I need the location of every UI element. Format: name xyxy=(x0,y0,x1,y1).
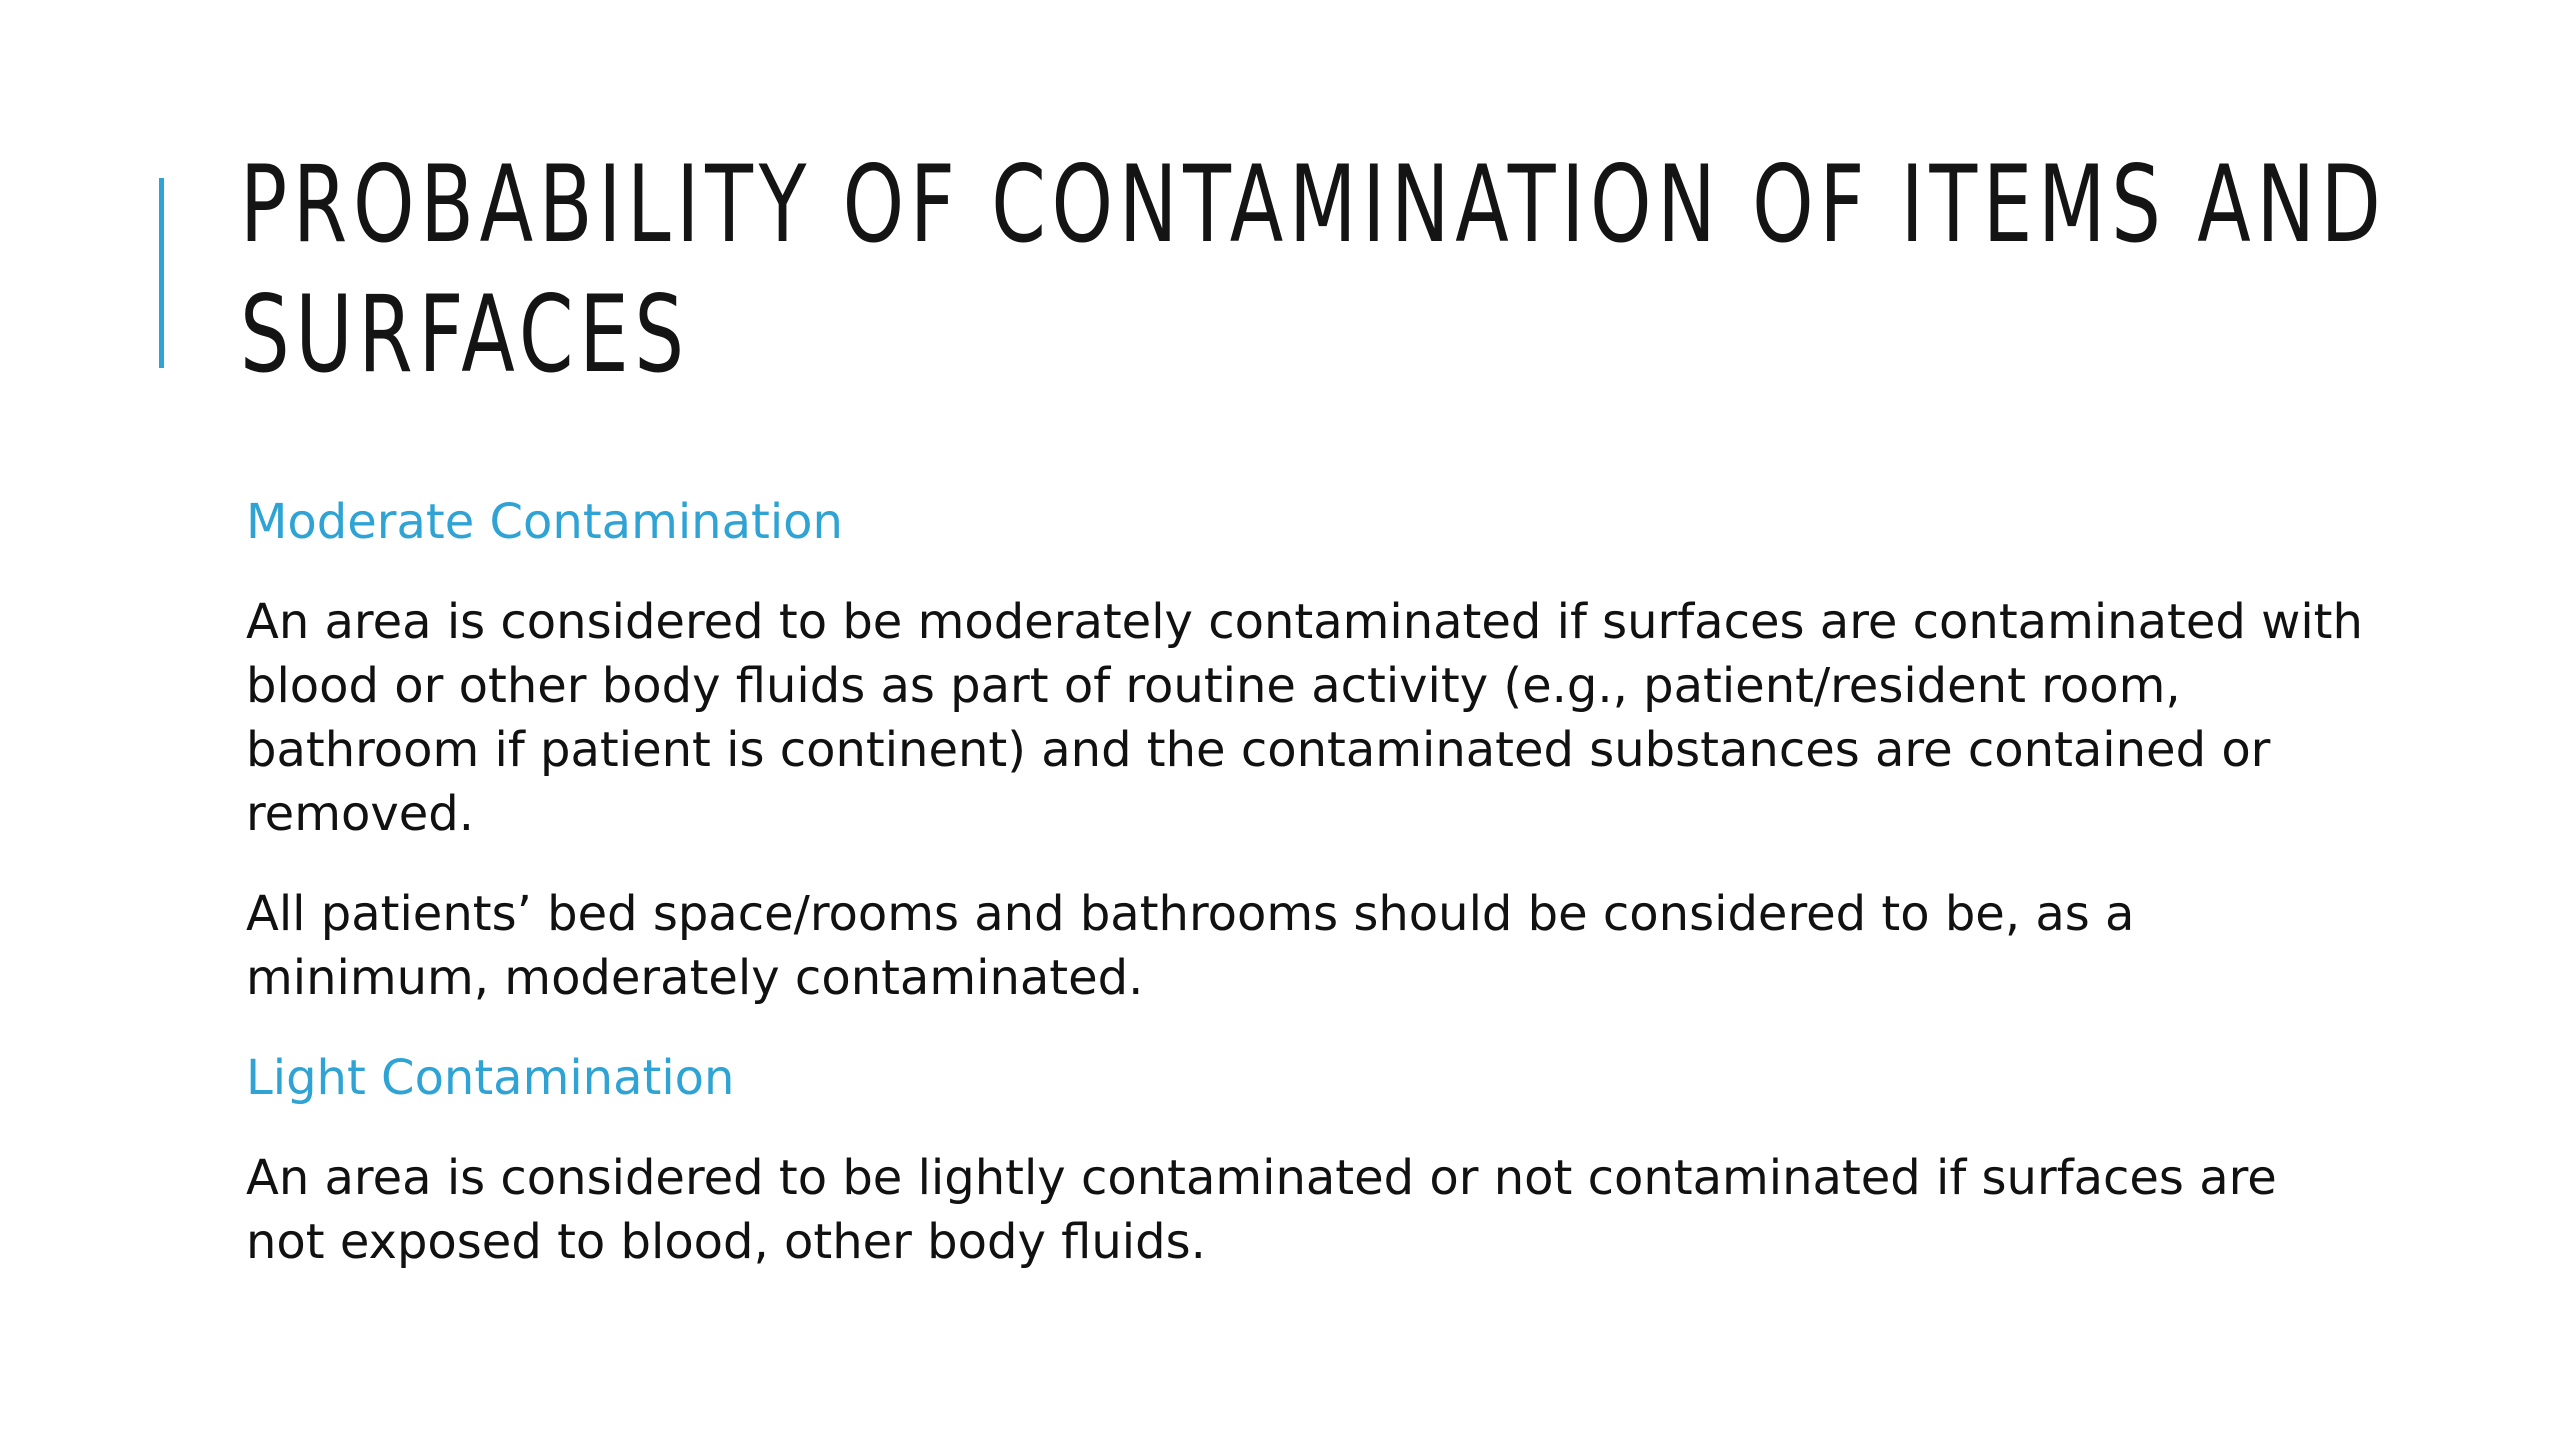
moderate-contamination-heading: Moderate Contamination xyxy=(246,494,843,550)
slide-title-line-2: SURFACES xyxy=(240,273,690,396)
title-accent-bar xyxy=(159,178,164,368)
moderate-contamination-paragraph-1: An area is considered to be moderately contaminated if surfaces are contaminated with blood or other body fluids as part of routine activity (e.g., patient/resident room, bathroom if patient is continent) and the contaminated substances are contained or removed. xyxy=(246,594,2363,842)
slide-body xyxy=(246,490,2366,1310)
light-contamination-heading: Light Contamination xyxy=(246,1050,735,1106)
slide-title xyxy=(240,140,2387,400)
light-contamination-paragraph-1: An area is considered to be lightly contaminated or not contaminated if surfaces are not exposed to blood, other body fluids. xyxy=(246,1150,2277,1270)
moderate-contamination-paragraph-2: All patients’ bed space/rooms and bathrooms should be considered to be, as a minimum, moderately contaminated. xyxy=(246,886,2135,1006)
slide-title-line-1: PROBABILITY OF CONTAMINATION OF ITEMS AND xyxy=(240,143,2387,266)
